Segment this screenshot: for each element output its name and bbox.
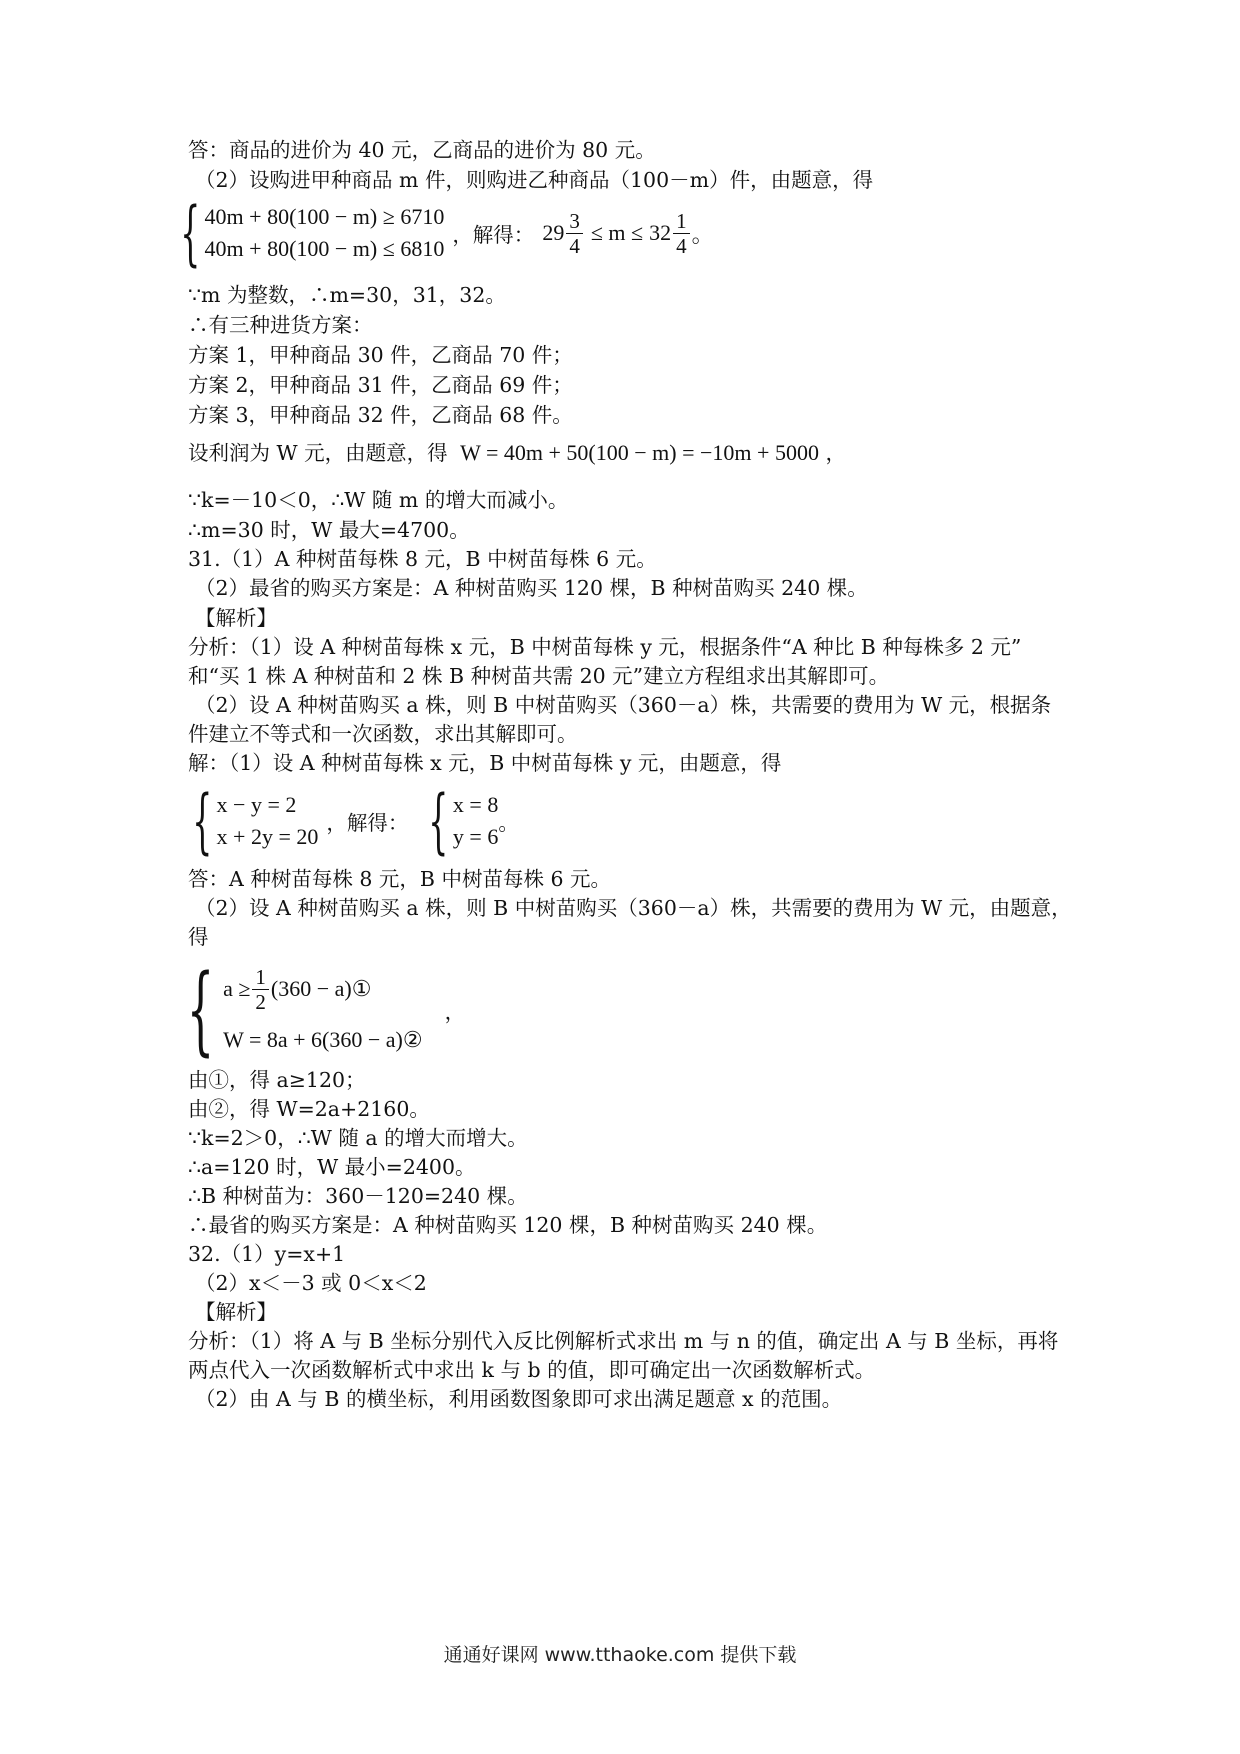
inequality-2: 40m + 80(100 − m) ≤ 6810 bbox=[204, 236, 445, 261]
period: 。 bbox=[498, 811, 519, 835]
fraction-half bbox=[252, 965, 269, 1014]
text-line: ∴最省的购买方案是：A 种树苗购买 120 棵，B 种树苗购买 240 棵。 bbox=[188, 1213, 828, 1237]
equation-2: x + 2y = 20 bbox=[216, 824, 319, 849]
text-line: （2）设购进甲种商品 m 件，则购进乙种商品（100－m）件，由题意，得 bbox=[195, 168, 874, 192]
text-line: 和“买 1 株 A 种树苗和 2 株 B 种树苗共需 20 元”建立方程组求出其解即可。 bbox=[188, 664, 890, 688]
plan-line: 方案 2，甲种商品 31 件，乙商品 69 件； bbox=[188, 373, 573, 397]
profit-line bbox=[188, 440, 846, 466]
brace-symbol: { bbox=[180, 192, 201, 274]
text-line: （2）设 A 种树苗购买 a 株，则 B 中树苗购买（360－a）株，共需要的费用为 W 元，由题意， bbox=[195, 896, 1072, 920]
cost-function: W = 8a + 6(360 − a)② bbox=[223, 1026, 423, 1052]
answer-line: 答：商品的进价为 40 元，乙商品的进价为 80 元。 bbox=[188, 138, 656, 162]
text-line: 两点代入一次函数解析式中求出 k 与 b 的值，即可确定出一次函数解析式。 bbox=[188, 1358, 876, 1382]
brace-symbol: { bbox=[192, 780, 213, 862]
range-middle: ≤ m ≤ bbox=[590, 220, 644, 245]
text-line: ∵k=－10＜0，∴W 随 m 的增大而减小。 bbox=[188, 488, 569, 512]
text-line: ∵k=2＞0，∴W 随 a 的增大而增大。 bbox=[188, 1126, 528, 1150]
text-line: （2）x＜－3 或 0＜x＜2 bbox=[195, 1271, 427, 1295]
text-line: ∵m 为整数，∴m=30，31，32。 bbox=[188, 283, 506, 307]
solve-label: ，解得： bbox=[326, 811, 409, 835]
period: 。 bbox=[691, 221, 714, 247]
fraction-2 bbox=[673, 209, 690, 258]
question-answer-31: 31.（1）A 种树苗每株 8 元，B 中树苗每株 6 元。 bbox=[188, 547, 657, 571]
system-lines bbox=[223, 965, 423, 1056]
inequality-line bbox=[223, 965, 423, 1014]
solution-y: y = 6 bbox=[452, 824, 499, 849]
mixed-whole-1: 29 bbox=[542, 220, 565, 245]
equation-lines bbox=[217, 789, 319, 853]
fraction-numerator: 3 bbox=[566, 209, 583, 234]
comma: ， bbox=[825, 441, 846, 465]
text-line: 分析：（1）设 A 种树苗每株 x 元，B 中树苗每株 y 元，根据条件“A 种比 B 种每株多 2 元” bbox=[188, 635, 1022, 659]
text-line: ∴有三种进货方案： bbox=[188, 313, 373, 337]
inequality-1: 40m + 80(100 − m) ≥ 6710 bbox=[204, 204, 445, 229]
text-line: ∴a=120 时，W 最小=2400。 bbox=[188, 1155, 476, 1179]
solve-label: ，解得： bbox=[452, 223, 535, 247]
text-line: ∴m=30 时，W 最大=4700。 bbox=[188, 518, 470, 542]
solution-x: x = 8 bbox=[452, 792, 499, 817]
comma: ， bbox=[444, 1000, 466, 1024]
text-line: 由①，得 a≥120； bbox=[188, 1068, 366, 1092]
analysis-heading: 【解析】 bbox=[195, 1300, 277, 1324]
analysis-heading: 【解析】 bbox=[195, 606, 277, 630]
mixed-whole-2: 32 bbox=[649, 220, 672, 245]
inequality-lines bbox=[205, 201, 445, 265]
text-line: 得 bbox=[188, 925, 209, 949]
answer-line: 答：A 种树苗每株 8 元，B 中树苗每株 6 元。 bbox=[188, 867, 612, 891]
text-line: 件建立不等式和一次函数，求出其解即可。 bbox=[188, 722, 578, 746]
text-line: （2）设 A 种树苗购买 a 株，则 B 中树苗购买（360－a）株，共需要的费用为 W 元，根据条 bbox=[195, 693, 1052, 717]
inequality-function-system bbox=[170, 954, 466, 1066]
fraction-denominator: 4 bbox=[676, 233, 687, 258]
text-line: （2）最省的购买方案是：A 种树苗购买 120 棵，B 种树苗购买 240 棵。 bbox=[195, 576, 868, 600]
inequality-system bbox=[168, 192, 714, 274]
text-line: 解：（1）设 A 种树苗每株 x 元，B 中树苗每株 y 元，由题意，得 bbox=[188, 751, 782, 775]
brace-symbol: { bbox=[186, 954, 215, 1066]
profit-formula: W = 40m + 50(100 − m) = −10m + 5000 bbox=[460, 440, 819, 465]
solution-lines bbox=[453, 789, 498, 853]
fraction-numerator: 1 bbox=[252, 965, 269, 990]
text-line: （2）由 A 与 B 的横坐标，利用函数图象即可求出满足题意 x 的范围。 bbox=[195, 1387, 843, 1411]
text-line: ∴B 种树苗为：360－120=240 棵。 bbox=[188, 1184, 528, 1208]
fraction-denominator: 2 bbox=[255, 989, 266, 1014]
brace-symbol: { bbox=[428, 780, 449, 862]
plan-line: 方案 1，甲种商品 30 件，乙商品 70 件； bbox=[188, 343, 573, 367]
fraction-numerator: 1 bbox=[673, 209, 690, 234]
question-answer-32: 32.（1）y=x+1 bbox=[188, 1242, 346, 1266]
inequality-left: a ≥ bbox=[223, 976, 251, 1001]
equation-1: x − y = 2 bbox=[216, 792, 297, 817]
fraction-denominator: 4 bbox=[569, 233, 580, 258]
text-line: 由②，得 W=2a+2160。 bbox=[188, 1097, 430, 1121]
plan-line: 方案 3，甲种商品 32 件，乙商品 68 件。 bbox=[188, 403, 573, 427]
page-footer: 通通好课网 www.tthaoke.com 提供下载 bbox=[443, 1644, 797, 1666]
text-line: 分析：（1）将 A 与 B 坐标分别代入反比例解析式求出 m 与 n 的值，确定出 A 与 B 坐标，再将 bbox=[188, 1329, 1059, 1353]
equation-system bbox=[180, 780, 519, 862]
solution-range bbox=[542, 209, 713, 258]
profit-text: 设利润为 W 元，由题意，得 bbox=[188, 441, 448, 465]
inequality-right: (360 − a)① bbox=[270, 976, 372, 1001]
fraction-1 bbox=[566, 209, 583, 258]
